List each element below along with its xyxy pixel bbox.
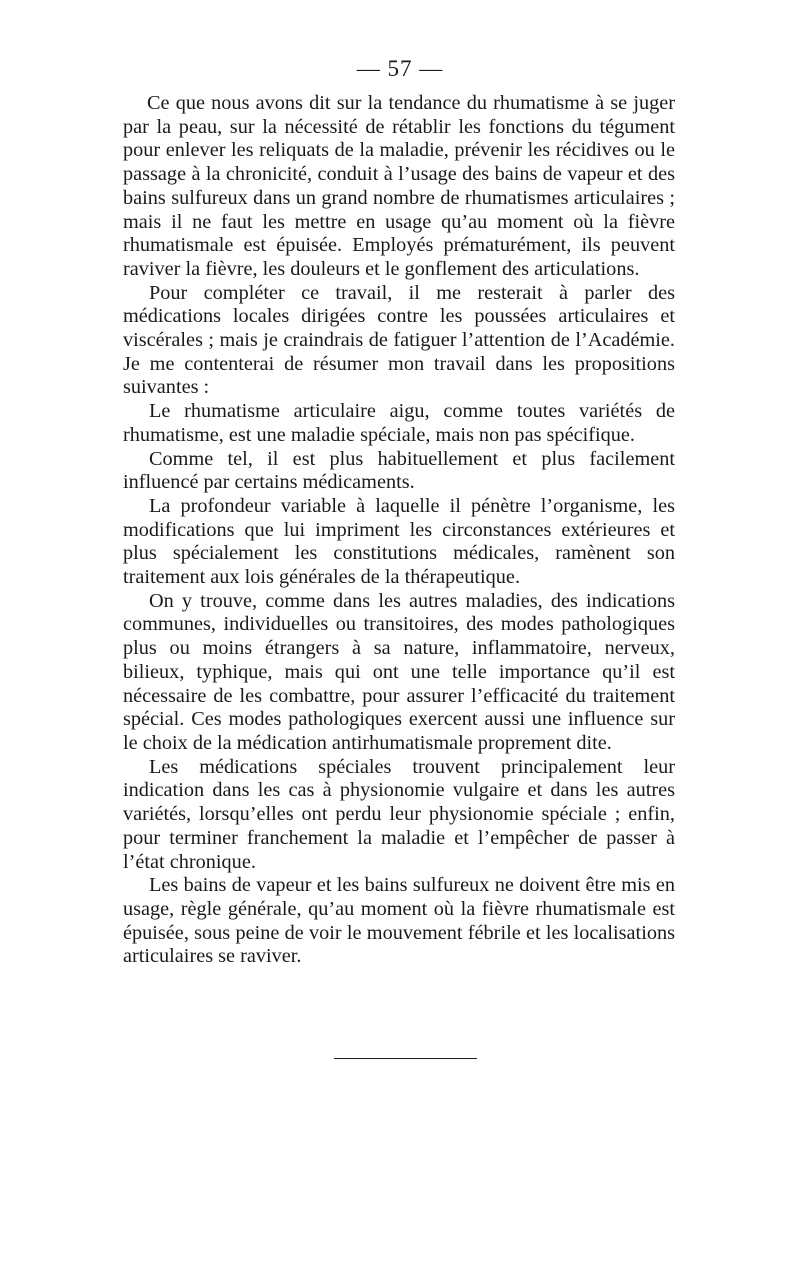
body-text: [123, 92, 675, 969]
paragraph-6: On y trouve, comme dans les autres maladies, des indications communes, individuelles ou transitoires, des modes pathologiques plus ou moins étrangers à sa nature, inflammatoire, nerveux, bilieux, typhique, mais qui ont une telle importance qu’il est nécessaire de les combattre, pour assurer l’efficacité du traitement spécial. Ces modes pathologiques exercent aussi une influence sur le choix de la médication antirhumatismale proprement dite.: [123, 589, 675, 754]
closing-rule: [334, 1058, 477, 1059]
paragraph-5: La profondeur variable à laquelle il pénètre l’organisme, les modifications que lui impriment les circonstances extérieures et plus spécialement les constitutions médicales, ramènent son traitement aux lois générales de la thérapeutique.: [123, 494, 675, 589]
paragraph-3: Le rhumatisme articulaire aigu, comme toutes variétés de rhumatisme, est une maladie spéciale, mais non pas spécifique.: [123, 400, 675, 446]
page-number: — 57 —: [356, 56, 444, 81]
paragraph-2: Pour compléter ce travail, il me resterait à parler des médications locales dirigées contre les poussées articulaires et viscérales ; mais je craindrais de fatiguer l’attention de l’Académie. Je me contenterai de résumer mon travail dans les propositions suivantes :: [123, 281, 675, 399]
paragraph-1: Ce que nous avons dit sur la tendance du rhumatisme à se juger par la peau, sur la nécessité de rétablir les fonctions du tégument pour enlever les reliquats de la maladie, prévenir les récidives ou le passage à la chronicité, conduit à l’usage des bains de vapeur et des bains sulfureux dans un grand nombre de rhumatismes articulaires ; mais il ne faut les mettre en usage qu’au moment où la fièvre rhumatismale est épuisée. Employés prématurément, ils peuvent raviver la fièvre, les douleurs et le gonflement des articulations.: [123, 92, 675, 280]
paragraph-8: Les bains de vapeur et les bains sulfureux ne doivent être mis en usage, règle générale, qu’au moment où la fièvre rhumatismale est épuisée, sous peine de voir le mouvement fébrile et les localisations articulaires se raviver.: [123, 874, 675, 968]
paragraph-4: Comme tel, il est plus habituellement et plus facilement influencé par certains médicaments.: [123, 447, 675, 494]
paragraph-7: Les médications spéciales trouvent principalement leur indication dans les cas à physionomie vulgaire et dans les autres variétés, lorsqu’elles ont perdu leur physionomie spéciale ; enfin, pour terminer franchement la maladie et l’empêcher de passer à l’état chronique.: [123, 755, 675, 873]
